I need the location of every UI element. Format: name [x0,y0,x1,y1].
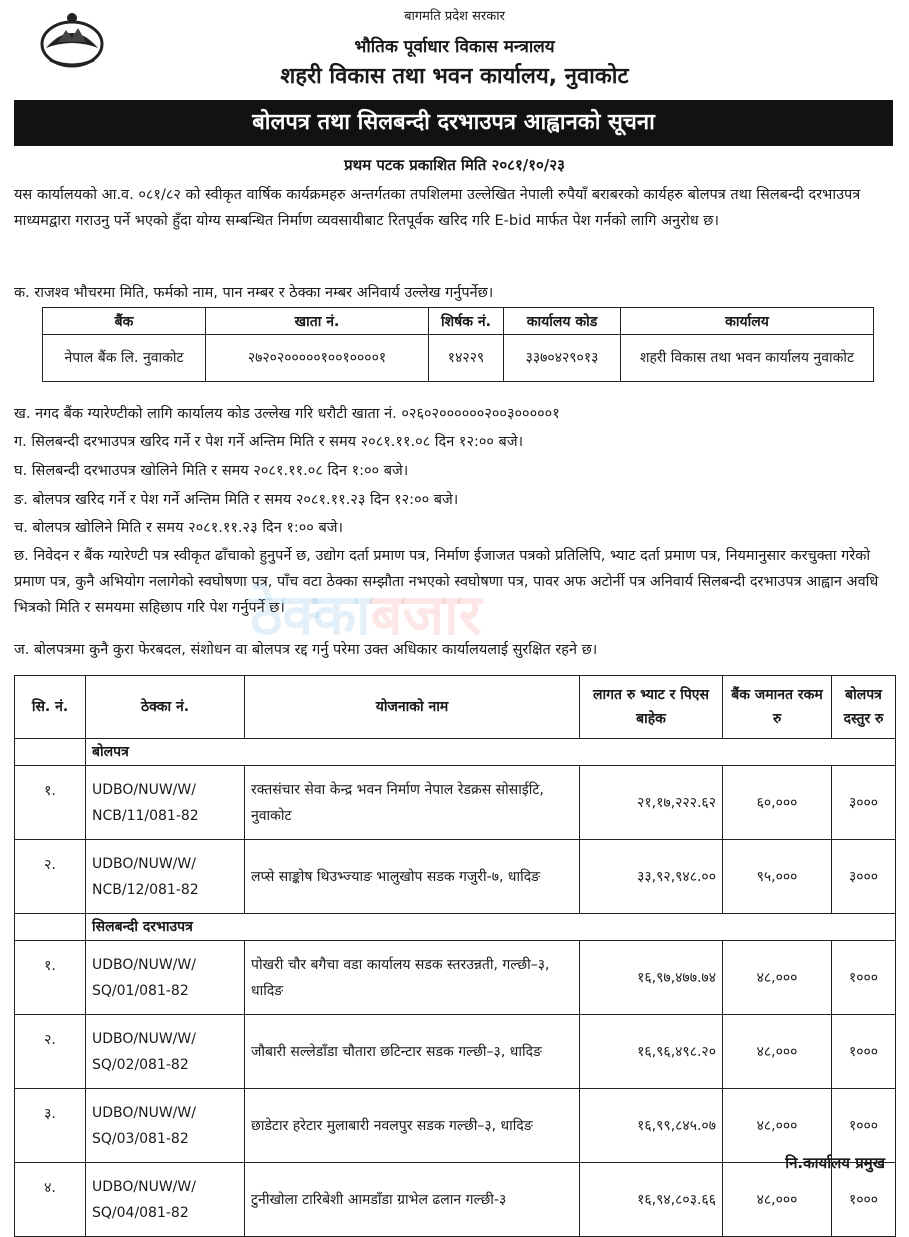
bank-guarantee: ९५,००० [723,840,832,914]
project-name: जौबारी सल्लेडाँडा चौतारा छटिन्टार सडक गल्छी–३, धादिङ [245,1015,580,1089]
office-code: ३३७०४२९०१३ [504,335,621,382]
cost: २१,१७,२२२.६२ [580,766,723,840]
point-cha: च. बोलपत्र खोलिने मिति र समय २०८१.११.२३ दिन १:०० बजे। [14,520,343,536]
account-number: २७२०२०००००१००१००००१ [206,335,429,382]
cost: ३३,९२,९४८.०० [580,840,723,914]
contract-no: UDBO/NUW/W/ SQ/03/081-82 [86,1089,245,1163]
row-sn: १. [15,766,86,840]
point-ga: ग. सिलबन्दी दरभाउपत्र खरिद गर्ने र पेश गर्ने अन्तिम मिति र समय २०८१.११.०८ दिन १२:०० बजे। [14,434,524,450]
table-row [15,766,896,840]
cost-header: लागत रु भ्याट र पिएस बाहेक [580,676,723,739]
watermark [250,575,482,651]
bid-fee-header: बोलपत्र दस्तुर रु [832,676,896,739]
project-name: टुनीखोला टारिबेशी आमडाँडा ग्राभेल ढलान गल्छी-३ [245,1163,580,1237]
section-title: बोलपत्र [86,739,896,766]
bank-table [42,307,874,382]
bank-guarantee: ४८,००० [723,1089,832,1163]
project-name: छाडेटार हरेटार मुलाबारी नवलपुर सडक गल्छी–३, धादिङ [245,1089,580,1163]
ministry-name: भौतिक पूर्वाधार विकास मन्त्रालय [354,37,555,57]
office-code-header: कार्यालय कोड [504,308,621,335]
project-name-header: योजनाको नाम [245,676,580,739]
row-sn: २. [15,840,86,914]
row-sn: १. [15,941,86,1015]
office-header: कार्यालय [621,308,874,335]
row-sn: २. [15,1015,86,1089]
bid-fee: १००० [832,941,896,1015]
table-row [15,840,896,914]
contract-no: UDBO/NUW/W/ SQ/02/081-82 [86,1015,245,1089]
table-row [15,941,896,1015]
bid-fee: १००० [832,1163,896,1237]
office-name: शहरी विकास तथा भवन कार्यालय, नुवाकोट [280,64,629,89]
bank-guarantee: ४८,००० [723,1163,832,1237]
table-row [15,1163,896,1237]
row-sn: ४. [15,1163,86,1237]
project-name: रक्तसंचार सेवा केन्द्र भवन निर्माण नेपाल रेडक्रस सोसाईटि, नुवाकोट [245,766,580,840]
bank-header: बैंक [43,308,206,335]
table-row [15,1015,896,1089]
cost: १६,९७,४७७.७४ [580,941,723,1015]
account-header: खाता नं. [206,308,429,335]
bid-fee: १००० [832,1015,896,1089]
watermark-part-b: बजार [370,583,482,648]
bid-fee: ३००० [832,840,896,914]
cost: १६,९९,८४५.०७ [580,1089,723,1163]
point-kha: ख. नगद बैंक ग्यारेण्टीको लागि कार्यालय कोड उल्लेख गरि धरौटी खाता नं. ०२६०२००००००२००३०००००१ [14,406,560,422]
province-label: बागमति प्रदेश सरकार [404,9,505,24]
section-title: सिलबन्दी दरभाउपत्र [86,914,896,941]
work-table [14,675,896,1237]
section-row [15,739,896,766]
notice-title-banner: बोलपत्र तथा सिलबन्दी दरभाउपत्र आह्वानको सूचना [14,100,893,146]
bank-guarantee-header: बैंक जमानत रकम रु [723,676,832,739]
signature: नि.कार्यालय प्रमुख [785,1154,885,1172]
point-ka: क. राजश्व भौचरमा मिति, फर्मको नाम, पान नम्बर र ठेक्का नम्बर अनिवार्य उल्लेख गर्नुपर्नेछ। [14,285,494,301]
contract-no-header: ठेक्का नं. [86,676,245,739]
cost: १६,९४,८०३.६६ [580,1163,723,1237]
point-gha: घ. सिलबन्दी दरभाउपत्र खोलिने मिति र समय २०८१.११.०८ दिन १:०० बजे। [14,463,409,479]
point-chha: छ. निवेदन र बैंक ग्यारेण्टी पत्र स्वीकृत ढाँचाको हुनुपर्ने छ, उद्योग दर्ता प्रमाण पत्र, निर्माण ईजाजत पत्रको प्रतिलिपि, भ्याट दर्ता प्रमाण पत्र, नियमानुसार करचुक्ता गरेको प्रमाण पत्र, कुनै अभियोग नलागेको स्वघोषणा पत्र, पाँच वटा ठेक्का सम्झौता नभएको स्वघोषणा पत्र, पावर अफ अटोर्नी पत्र अनिवार्य सिलबन्दी दरभाउपत्र आह्वान अवधि भित्रको मिति र समयमा सहिछाप गरि पेश गर्नुपर्ने छ। [14,548,879,616]
contract-no: UDBO/NUW/W/ SQ/01/081-82 [86,941,245,1015]
bank-guarantee: ४८,००० [723,941,832,1015]
heading-number: १४२२९ [429,335,504,382]
project-name: लप्से साङ्कोष थिउभ्ज्याङ भालुखोप सडक गजुरी-७, धादिङ [245,840,580,914]
table-row [15,1089,896,1163]
contract-no: UDBO/NUW/W/ SQ/04/081-82 [86,1163,245,1237]
bank-guarantee: ६०,००० [723,766,832,840]
table-row [43,335,874,382]
bid-fee: १००० [832,1089,896,1163]
bid-fee: ३००० [832,766,896,840]
point-nga: ङ. बोलपत्र खरिद गर्ने र पेश गर्ने अन्तिम मिति र समय २०८१.११.२३ दिन १२:०० बजे। [14,492,459,508]
cost: १६,९६,४९८.२० [580,1015,723,1089]
sn-header: सि. नं. [15,676,86,739]
section-row [15,914,896,941]
row-sn: ३. [15,1089,86,1163]
watermark-part-a: ठेक्का [250,583,371,648]
bank-name: नेपाल बैंक लि. नुवाकोट [43,335,206,382]
heading-no-header: शिर्षक नं. [429,308,504,335]
bank-guarantee: ४८,००० [723,1015,832,1089]
point-ja: ज. बोलपत्रमा कुनै कुरा फेरबदल, संशोधन वा बोलपत्र रद्द गर्नु परेमा उक्त अधिकार कार्यालयलाई सुरक्षित रहने छ। [14,642,598,658]
contract-no: UDBO/NUW/W/ NCB/11/081-82 [86,766,245,840]
publish-date: प्रथम पटक प्रकाशित मिति २०८१/१०/२३ [344,156,565,174]
contract-no: UDBO/NUW/W/ NCB/12/081-82 [86,840,245,914]
intro-paragraph: यस कार्यालयको आ.व. ०८१/८२ को स्वीकृत वार्षिक कार्यक्रमहरु अन्तर्गतका तपशिलमा उल्लेखित नेपाली रुपैयाँ बराबरको कार्यहरु बोलपत्र तथा सिलबन्दी दरभाउपत्र माध्यमद्वारा गराउनु पर्ने भएको हुँदा योग्य सम्बन्धित निर्माण व्यवसायीबाट रितपूर्वक खरिद गरि E-bid मार्फत पेश गर्नको लागि अनुरोध छ। [14,187,861,229]
project-name: पोखरी चौर बगैचा वडा कार्यालय सडक स्तरउन्नती, गल्छी–३, धादिङ [245,941,580,1015]
office-name-cell: शहरी विकास तथा भवन कार्यालय नुवाकोट [621,335,874,382]
